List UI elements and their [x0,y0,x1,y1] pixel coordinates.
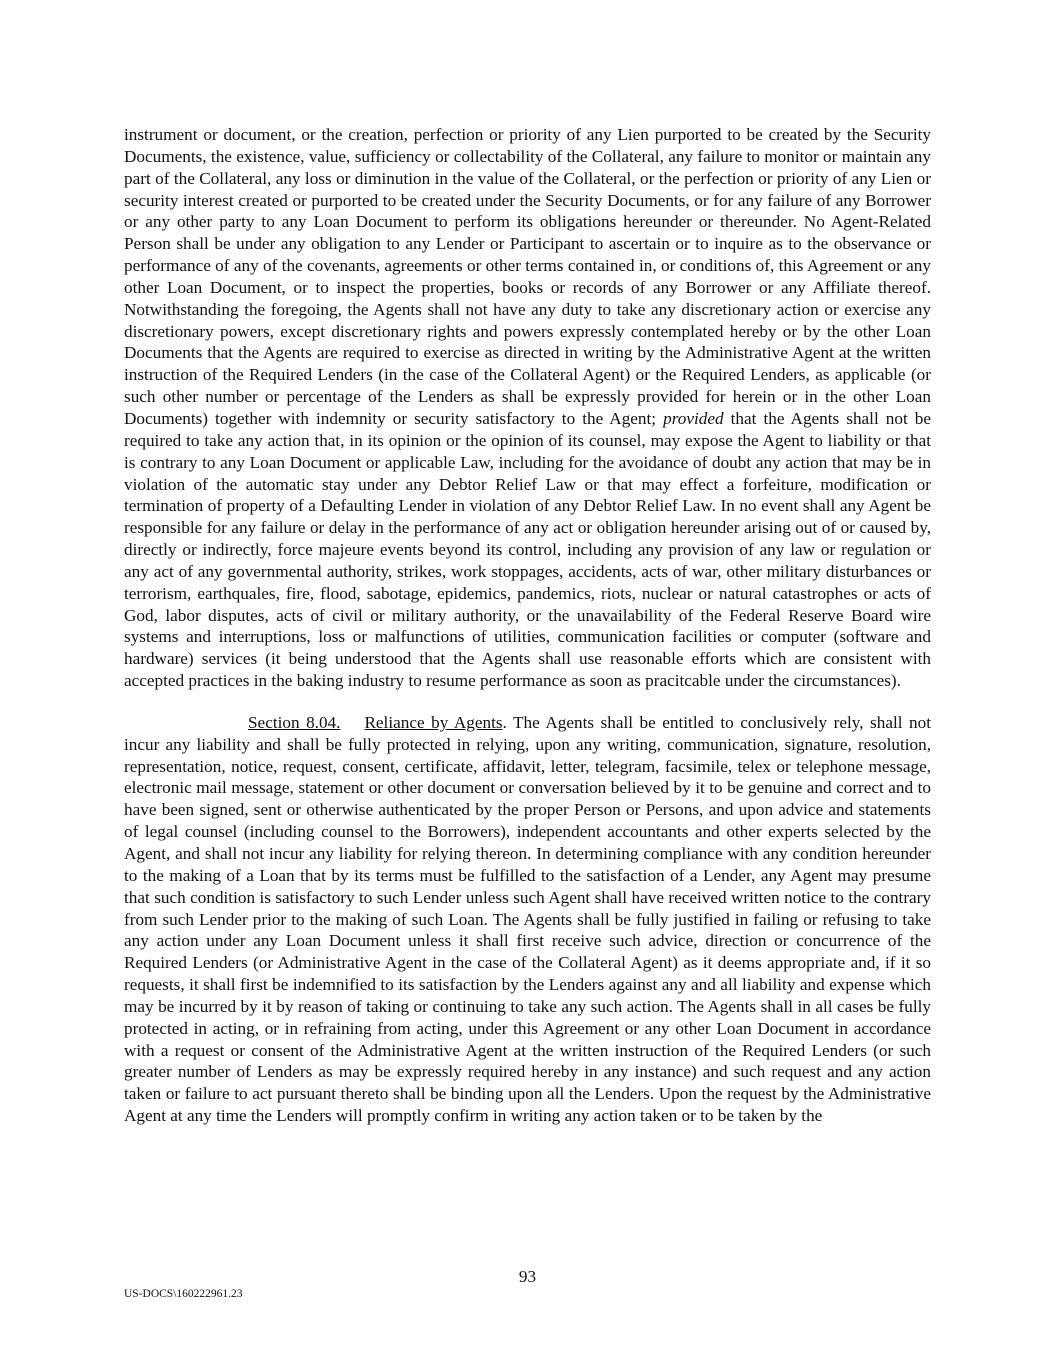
section-number: Section 8.04. [248,712,341,732]
paragraph-text-part-2: that the Agents shall not be required to take any action that, in its opinion or the opinion of its counsel, may expose the Agent to liability or that is contrary to any Loan Document or applicable Law, including for the avoidance of doubt any action that may be in violation of the automatic stay under any Debtor Relief Law or that may effect a forfeiture, modification or termination of property of a Defaulting Lender in violation of any Debtor Relief Law. In no event shall any Agent be responsible for any failure or delay in the performance of any act or obligation hereunder arising out of or caused by, directly or indirectly, force majeure events beyond its control, including any provision of any law or regulation or any act of any governmental authority, strikes, work stoppages, accidents, acts of war, other military disturbances or terrorism, earthquales, fire, flood, sabotage, epidemics, pandemics, riots, nuclear or natural catastrophes or acts of God, labor disputes, acts of civil or military authority, or the unavailability of the Federal Reserve Board wire systems and interruptions, loss or malfunctions of utilities, communication facilities or computer (software and hardware) services (it being understood that the Agents shall use reasonable efforts which are consistent with accepted practices in the baking industry to resume performance as soon as pracitcable under the circumstances). [124,408,931,691]
document-page [124,124,931,1127]
paragraph-text-part-1: instrument or document, or the creation, perfection or priority of any Lien purported to be created by the Security Documents, the existence, value, sufficiency or collectability of the Collateral, any failure to monitor or maintain any part of the Collateral, any loss or diminution in the value of the Collateral, or the perfection or priority of any Lien or security interest created or purported to be created under the Security Documents, or for any failure of any Borrower or any other party to any Loan Document to perform its obligations hereunder or thereunder. No Agent-Related Person shall be under any obligation to any Lender or Participant to ascertain or to inquire as to the observance or performance of any of the covenants, agreements or other terms contained in, or conditions of, this Agreement or any other Loan Document, or to inspect the properties, books or records of any Borrower or any Affiliate thereof. Notwithstanding the foregoing, the Agents shall not have any duty to take any discretionary action or exercise any discretionary powers, except discretionary rights and powers expressly contemplated hereby or by the other Loan Documents that the Agents are required to exercise as directed in writing by the Administrative Agent at the written instruction of the Required Lenders (in the case of the Collateral Agent) or the Required Lenders, as applicable (or such other number or percentage of the Lenders as shall be expressly provided for herein or in the other Loan Documents) together with indemnity or security satisfactory to the Agent; [124,125,931,428]
section-8-04-paragraph [124,712,931,1127]
section-title-period: . [502,712,507,732]
section-title: Reliance by Agents [364,712,503,732]
document-id: US-DOCS\160222961.23 [124,1288,243,1300]
section-body: The Agents shall be entitled to conclusively rely, shall not incur any liability and shall be fully protected in relying, upon any writing, communication, signature, resolution, representation, notice, request, consent, certificate, affidavit, letter, telegram, facsimile, telex or telephone message, electronic mail message, statement or other document or conversation believed by it to be genuine and correct and to have been signed, sent or otherwise authenticated by the proper Person or Persons, and upon advice and statements of legal counsel (including counsel to the Borrowers), independent accountants and other experts selected by the Agent, and shall not incur any liability for relying thereon. In determining compliance with any condition hereunder to the making of a Loan that by its terms must be fulfilled to the satisfaction of a Lender, any Agent may presume that such condition is satisfactory to such Lender unless such Agent shall have received written notice to the contrary from such Lender prior to the making of such Loan. The Agents shall be fully justified in failing or refusing to take any action under any Loan Document unless it shall first receive such advice, direction or concurrence of the Required Lenders (or Administrative Agent in the case of the Collateral Agent) as it deems appropriate and, if it so requests, it shall first be indemnified to its satisfaction by the Lenders against any and all liability and expense which may be incurred by it by reason of taking or continuing to take any such action. The Agents shall in all cases be fully protected in acting, or in refraining from acting, under this Agreement or any other Loan Document in accordance with a request or consent of the Administrative Agent at the written instruction of the Required Lenders (or such greater number of Lenders as may be expressly required hereby in any instance) and such request and any action taken or failure to act pursuant thereto shall be binding upon all the Lenders. Upon the request by the Administrative Agent at any time the Lenders will promptly confirm in writing any action taken or to be taken by the [124,712,931,1126]
page-number: 93 [518,1267,537,1286]
provided-italic: provided [663,408,724,428]
paragraph-continuation [124,124,931,692]
